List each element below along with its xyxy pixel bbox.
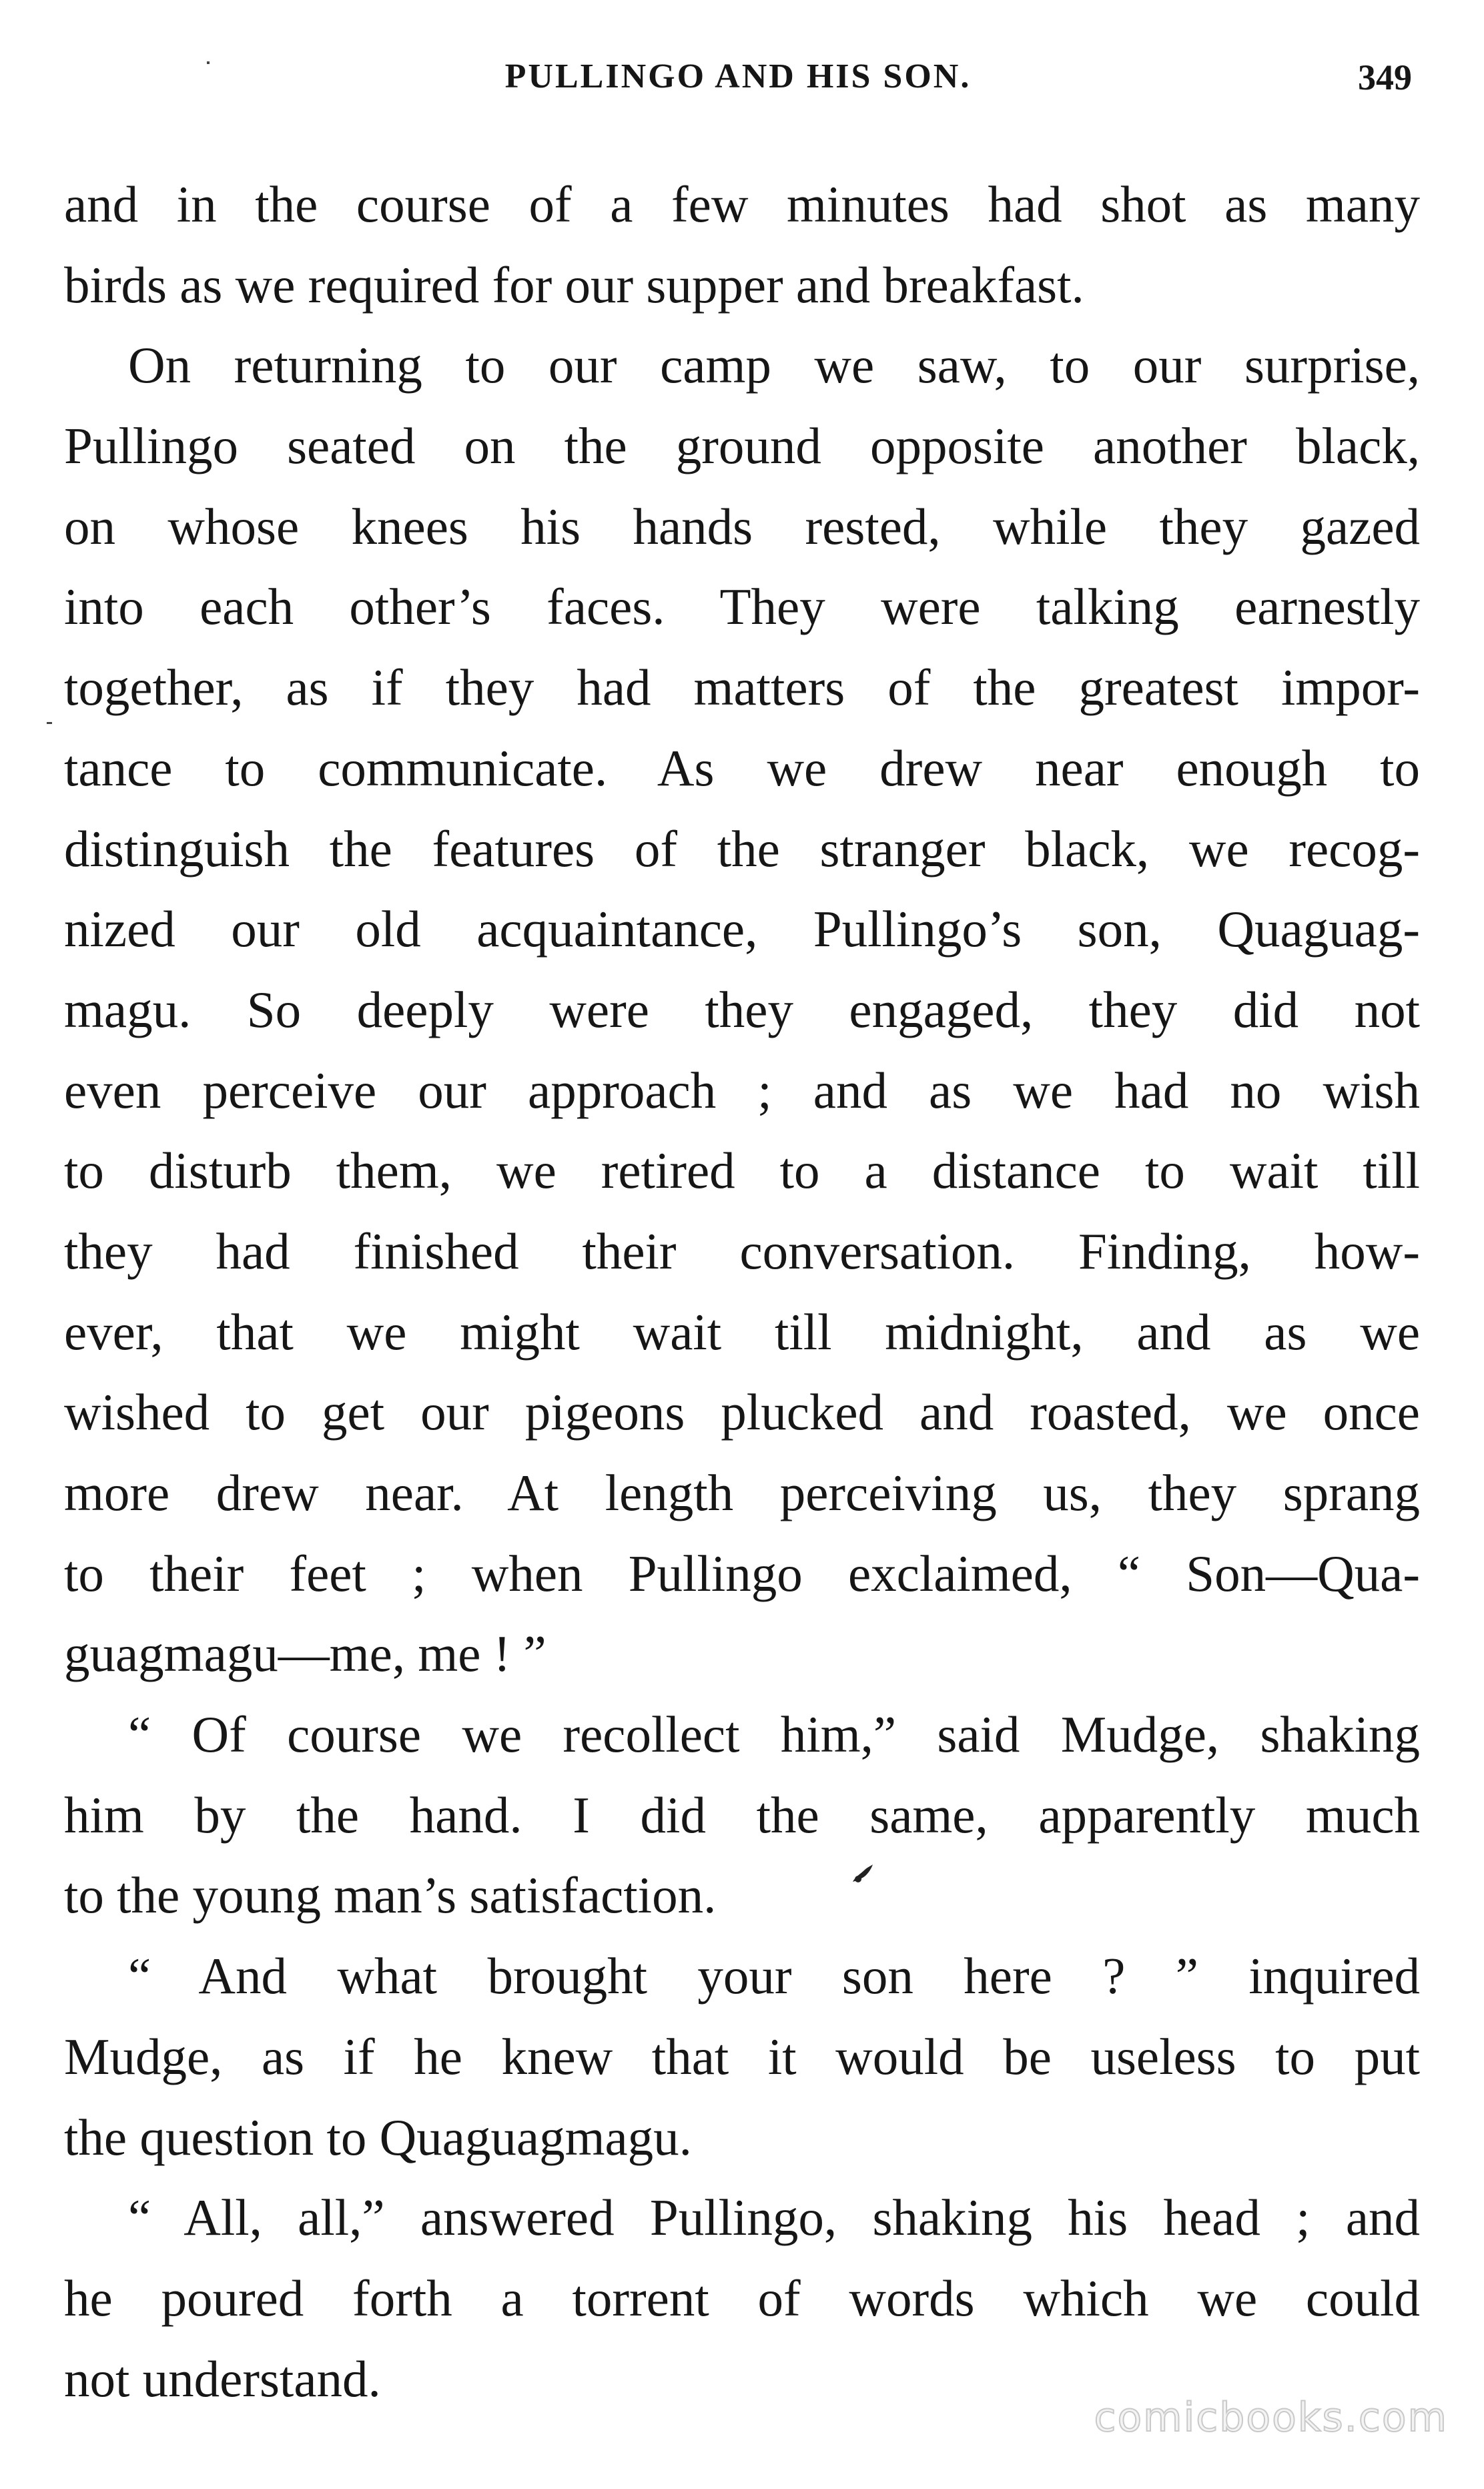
text-line: ever, that we might wait till midnight, and as we [64,1303,1420,1361]
page-number: 349 [1358,57,1412,97]
text-line: Pullingo seated on the ground opposite another black, [64,417,1420,475]
text-line: on whose knees his hands rested, while they gazed [64,497,1420,555]
text-line: guagmagu—me, me ! ” [64,1625,546,1683]
text-line: “ All, all,” answered Pullingo, shaking his head ; and [128,2189,1420,2247]
text-line: and in the course of a few minutes had shot as many [64,175,1420,233]
text-line: not understand. [64,2350,381,2408]
text-line: the question to Quaguagmagu. [64,2108,692,2166]
body-text [64,164,1420,2419]
text-line: birds as we required for our supper and breakfast. [64,256,1084,314]
text-line: distinguish the features of the stranger black, we recog- [64,819,1420,877]
text-line: to disturb them, we retired to a distance to wait till [64,1142,1420,1200]
text-line: to the young man’s satisfaction. [64,1866,717,1924]
running-title: PULLINGO AND HIS SON. [504,57,972,95]
text-line: he poured forth a torrent of words which we could [64,2269,1420,2327]
text-line: tance to communicate. As we drew near enough to [64,739,1420,797]
text-line: to their feet ; when Pullingo exclaimed, “ Son—Qua- [64,1544,1420,1602]
margin-speck [47,722,52,724]
text-line: more drew near. At length perceiving us, they sprang [64,1464,1420,1521]
text-line: together, as if they had matters of the greatest impor- [64,659,1420,717]
text-line: him by the hand. I did the same, apparently much [64,1786,1420,1844]
text-line: into each other’s faces. They were talking earnestly [64,578,1420,636]
text-line: they had finished their conversation. Finding, how- [64,1222,1420,1280]
text-line: magu. So deeply were they engaged, they did not [64,980,1420,1038]
running-head [64,57,1412,110]
text-line: “ And what brought your son here ? ” inquired [128,1947,1420,2005]
text-line: even perceive our approach ; and as we had no wish [64,1061,1420,1119]
text-line: wished to get our pigeons plucked and roasted, we once [64,1383,1420,1441]
text-line: “ Of course we recollect him,” said Mudge, shaking [128,1706,1420,1764]
ink-blot-mark [849,1862,875,1888]
margin-speck [207,61,210,64]
text-line: nized our old acquaintance, Pullingo’s son, Quaguag- [64,900,1420,958]
text-line: Mudge, as if he knew that it would be useless to put [64,2027,1420,2085]
text-line: On returning to our camp we saw, to our surprise, [128,336,1420,394]
watermark: comicbooks.com [1094,2394,1448,2441]
